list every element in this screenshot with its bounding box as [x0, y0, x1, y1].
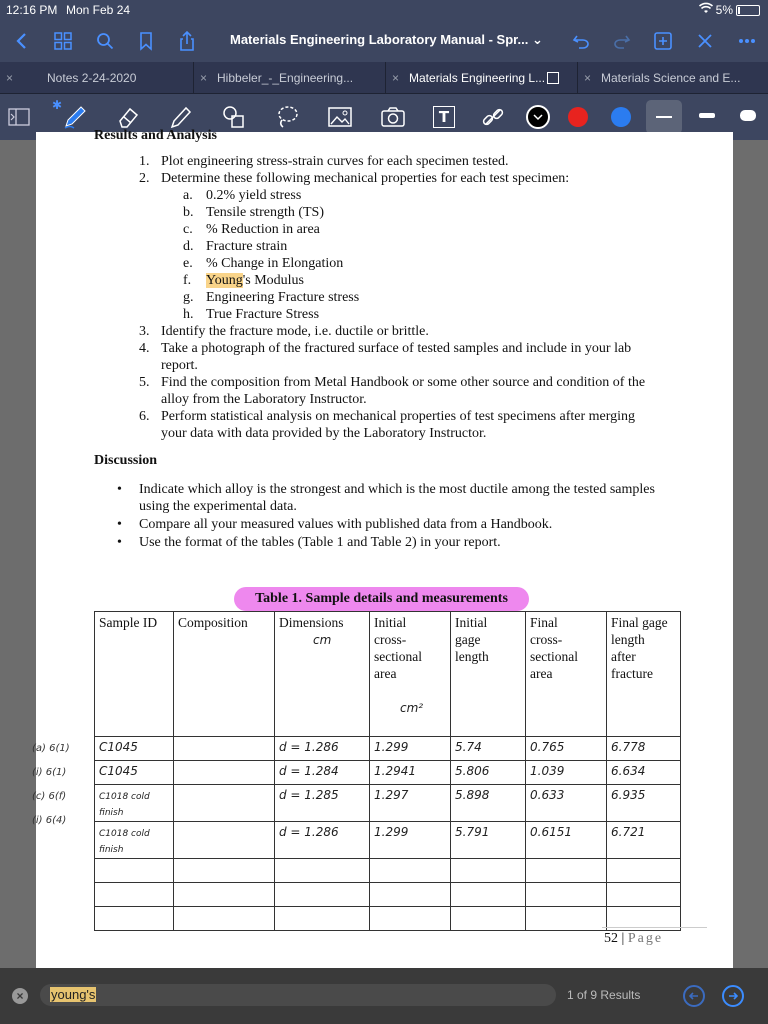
table-row [95, 883, 681, 907]
tab-label: Notes 2-24-2020 [47, 71, 137, 85]
text-icon: T [433, 106, 455, 128]
header-final-area: Final cross- sectional area [526, 612, 607, 737]
undo-button[interactable] [568, 28, 594, 54]
tab-notes[interactable] [0, 62, 190, 94]
search-icon [96, 32, 114, 50]
cell-final-gage [607, 785, 681, 822]
cell-final-gage [607, 737, 681, 761]
highlighter-icon [168, 104, 194, 130]
next-result-button[interactable] [722, 985, 744, 1007]
bullet-item: • Indicate which alloy is the strongest and which is the most ductile among the tested samples using the experimental data. [117, 482, 655, 514]
arrow-left-icon [689, 991, 699, 1001]
stroke-thin-button[interactable] [646, 100, 682, 134]
cell-dimensions [275, 785, 370, 822]
handwritten-value: 5.74 [455, 740, 482, 754]
tab-bar [0, 62, 768, 94]
tab-label: Hibbeler_-_Engineering... [217, 71, 354, 85]
cell-composition [174, 822, 275, 859]
sub-list-item: e. % Change in Elongation [183, 256, 344, 271]
handwritten-unit: cm² [400, 701, 424, 715]
cell-composition [174, 737, 275, 761]
cell-initial-gage [451, 907, 526, 931]
handwritten-value: d = 1.286 [279, 740, 339, 754]
cell-sample-id [95, 761, 174, 785]
close-icon [697, 33, 713, 49]
cell-initial-area [370, 859, 451, 883]
search-button[interactable] [92, 28, 118, 54]
more-button[interactable] [734, 28, 760, 54]
document-title[interactable] [230, 32, 543, 48]
handwritten-value: 5.806 [455, 764, 490, 778]
table-body [95, 737, 681, 931]
list-item: 2. Determine these following mechanical properties for each test specimen: [139, 171, 570, 186]
handwritten-value: d = 1.285 [279, 788, 339, 802]
cell-initial-area [370, 785, 451, 822]
cell-final-area [526, 785, 607, 822]
search-bar [0, 968, 768, 1024]
add-icon [654, 32, 672, 50]
handwritten-value: 1.039 [530, 764, 565, 778]
search-highlight[interactable]: Young [206, 273, 243, 288]
cell-composition [174, 859, 275, 883]
margin-note: (i) 6(4) [32, 815, 67, 826]
status-time: 12:16 PM [6, 3, 58, 17]
cell-final-gage [607, 883, 681, 907]
handwritten-value: 0.633 [530, 788, 565, 802]
handwritten-value: 6.778 [611, 740, 646, 754]
chevron-left-icon [15, 32, 27, 50]
battery-icon [736, 5, 760, 16]
search-input[interactable] [40, 984, 556, 1006]
cell-dimensions [275, 761, 370, 785]
handwritten-value: 0.6151 [530, 825, 572, 839]
header-final-gage: Final gage length after fracture [607, 612, 681, 737]
cell-final-gage [607, 859, 681, 883]
results-heading: Results and Analysis [94, 128, 217, 143]
bullet-dot: • [117, 517, 122, 532]
color-blue[interactable] [611, 107, 631, 127]
cell-final-area [526, 761, 607, 785]
handwritten-value: d = 1.286 [279, 825, 339, 839]
image-tool[interactable] [325, 102, 355, 132]
handwritten-value: C1045 [99, 764, 138, 778]
wifi-icon [699, 3, 713, 17]
discussion-heading: Discussion [94, 453, 158, 468]
bluetooth-icon: ✱ [52, 98, 63, 112]
header-composition: Composition [174, 612, 275, 737]
cell-initial-area [370, 883, 451, 907]
sub-list-item: c. % Reduction in area [183, 222, 320, 237]
handwritten-unit: cm [313, 633, 332, 647]
page-layout-button[interactable] [4, 102, 34, 132]
close-icon[interactable]: × [200, 71, 208, 85]
bullet-item: • Compare all your measured values with published data from a Handbook. [117, 517, 553, 532]
list-item: 5. Find the composition from Metal Handbook or some other source and condition of the [139, 375, 646, 390]
back-button[interactable] [8, 28, 34, 54]
cell-composition [174, 883, 275, 907]
cell-dimensions [275, 737, 370, 761]
handwritten-value: 0.765 [530, 740, 565, 754]
table-caption: Table 1. Sample details and measurements [234, 587, 529, 611]
handwritten-value: 6.634 [611, 764, 646, 778]
cell-initial-gage [451, 737, 526, 761]
sub-list-item: h. True Fracture Stress [183, 307, 320, 322]
close-icon: × [16, 989, 24, 1003]
pen-icon [62, 104, 88, 130]
pen-tool[interactable] [60, 102, 90, 132]
close-icon[interactable]: × [392, 71, 400, 85]
lasso-tool[interactable] [272, 102, 302, 132]
eraser-icon [115, 104, 141, 130]
redo-icon [613, 33, 631, 49]
split-view-icon[interactable] [547, 72, 559, 84]
handwritten-value: C1045 [99, 740, 138, 754]
header-dimensions: Dimensions cm [275, 612, 370, 737]
table-row [95, 785, 681, 822]
header-initial-gage: Initial gage length [451, 612, 526, 737]
cell-final-area [526, 859, 607, 883]
list-item-continuation: your data with data provided by the Laboratory Instructor. [161, 426, 487, 441]
header-sample-id: Sample ID [95, 612, 174, 737]
nav-bar [0, 20, 768, 62]
list-item: 3. Identify the fracture mode, i.e. ductile or brittle. [139, 324, 429, 339]
search-query: young's [51, 987, 96, 1002]
table-header-row [95, 612, 681, 737]
more-icon [738, 38, 756, 44]
handwritten-value: 1.297 [374, 788, 409, 802]
share-button[interactable] [174, 28, 200, 54]
cell-dimensions [275, 883, 370, 907]
list-item: 6. Perform statistical analysis on mechanical properties of test specimens after merging [139, 409, 636, 424]
tab-hibbeler[interactable] [193, 62, 383, 94]
handwritten-value: 5.791 [455, 825, 490, 839]
handwritten-value: d = 1.284 [279, 764, 339, 778]
bookmark-button[interactable] [133, 28, 159, 54]
cell-initial-area [370, 761, 451, 785]
list-item-continuation: report. [161, 358, 198, 373]
chevron-down-icon [533, 114, 543, 121]
camera-icon [380, 105, 406, 129]
samples-table [94, 611, 681, 931]
handwritten-value: 1.299 [374, 740, 409, 754]
cell-sample-id [95, 883, 174, 907]
cell-initial-area [370, 737, 451, 761]
cell-dimensions [275, 859, 370, 883]
header-initial-area: Initial cross- sectional area cm² [370, 612, 451, 737]
text-tool[interactable] [429, 102, 459, 132]
bookmark-icon [139, 32, 153, 50]
table-row [95, 737, 681, 761]
table-row [95, 859, 681, 883]
cell-dimensions [275, 907, 370, 931]
handwritten-value: 6.721 [611, 825, 646, 839]
handwritten-value: C1018 cold finish [99, 792, 150, 818]
footer-divider [602, 927, 707, 928]
sub-list-item: a. 0.2% yield stress [183, 188, 302, 203]
cell-final-area [526, 883, 607, 907]
sub-list-item: d. Fracture strain [183, 239, 288, 254]
cell-initial-area [370, 907, 451, 931]
tab-label: Materials Science and E... [601, 71, 741, 85]
cell-initial-gage [451, 822, 526, 859]
bullet-dot: • [117, 535, 122, 550]
cell-initial-gage [451, 859, 526, 883]
cell-final-gage [607, 822, 681, 859]
color-black[interactable] [526, 105, 550, 129]
cell-final-area [526, 737, 607, 761]
bullet-item: • Use the format of the tables (Table 1 and Table 2) in your report. [117, 535, 501, 550]
cell-composition [174, 785, 275, 822]
cell-dimensions [275, 822, 370, 859]
close-button[interactable] [692, 28, 718, 54]
cell-initial-gage [451, 761, 526, 785]
bullet-dot: • [117, 482, 122, 497]
add-page-button[interactable] [650, 28, 676, 54]
cell-composition [174, 761, 275, 785]
cell-sample-id [95, 907, 174, 931]
status-date: Mon Feb 24 [66, 3, 131, 17]
page-layout-icon [8, 108, 30, 126]
list-item: 4. Take a photograph of the fractured surface of tested samples and include in your lab [139, 341, 632, 356]
table-row [95, 761, 681, 785]
tab-materials-engineering[interactable] [385, 62, 575, 94]
shapes-icon [221, 104, 247, 130]
cell-sample-id [95, 737, 174, 761]
table-row [95, 907, 681, 931]
image-icon [327, 105, 353, 129]
cell-initial-gage [451, 785, 526, 822]
redo-button[interactable] [609, 28, 635, 54]
cell-sample-id [95, 822, 174, 859]
undo-icon [572, 33, 590, 49]
cell-sample-id [95, 785, 174, 822]
battery-percent: 5% [715, 3, 733, 17]
arrow-right-icon [728, 991, 738, 1001]
chevron-down-icon: ⌄ [531, 32, 543, 47]
shapes-tool[interactable] [219, 102, 249, 132]
handwritten-value: 1.2941 [374, 764, 416, 778]
search-results-count: 1 of 9 Results [567, 988, 641, 1002]
cell-final-area [526, 907, 607, 931]
status-bar [0, 0, 768, 20]
stroke-thick-button[interactable] [740, 110, 756, 121]
cell-initial-gage [451, 883, 526, 907]
margin-note: (c) 6(f) [32, 791, 67, 802]
cell-final-gage [607, 761, 681, 785]
pdf-page [32, 128, 733, 968]
sub-list-item: f. Young's Modulus [183, 273, 304, 288]
handwritten-value: 6.935 [611, 788, 646, 802]
list-item-continuation: alloy from the Laboratory Instructor. [161, 392, 367, 407]
document-title-text: Materials Engineering Laboratory Manual - Spr... [230, 32, 529, 47]
cell-sample-id [95, 859, 174, 883]
tab-label: Materials Engineering L... [409, 71, 546, 85]
stroke-medium-button[interactable] [699, 113, 715, 118]
previous-result-button[interactable] [683, 985, 705, 1007]
thumbnails-button[interactable] [50, 28, 76, 54]
tab-materials-science[interactable] [577, 62, 768, 94]
clear-search-button[interactable] [12, 988, 28, 1004]
stroke-thin-icon [656, 116, 672, 118]
close-icon[interactable]: × [584, 71, 592, 85]
cell-final-area [526, 822, 607, 859]
link-icon [480, 104, 506, 130]
margin-note: (i) 6(1) [32, 767, 67, 778]
grid-icon [54, 32, 72, 50]
handwritten-value: 1.299 [374, 825, 409, 839]
status-right [699, 3, 760, 17]
share-icon [179, 31, 195, 51]
sub-list-item: b. Tensile strength (TS) [183, 205, 324, 220]
handwritten-value: 5.898 [455, 788, 490, 802]
page-number: 52 | Page [604, 931, 664, 946]
color-red[interactable] [568, 107, 588, 127]
link-tool[interactable] [478, 102, 508, 132]
cell-initial-area [370, 822, 451, 859]
list-item: 1. Plot engineering stress-strain curves for each specimen tested. [139, 154, 509, 169]
sub-list-item: g. Engineering Fracture stress [183, 290, 360, 305]
cell-composition [174, 907, 275, 931]
camera-tool[interactable] [378, 102, 408, 132]
handwritten-value: C1018 cold finish [99, 829, 150, 855]
document-view[interactable] [0, 128, 768, 968]
close-icon[interactable]: × [6, 71, 14, 85]
margin-note: (a) 6(1) [32, 743, 70, 754]
table-row [95, 822, 681, 859]
lasso-icon [274, 104, 300, 130]
